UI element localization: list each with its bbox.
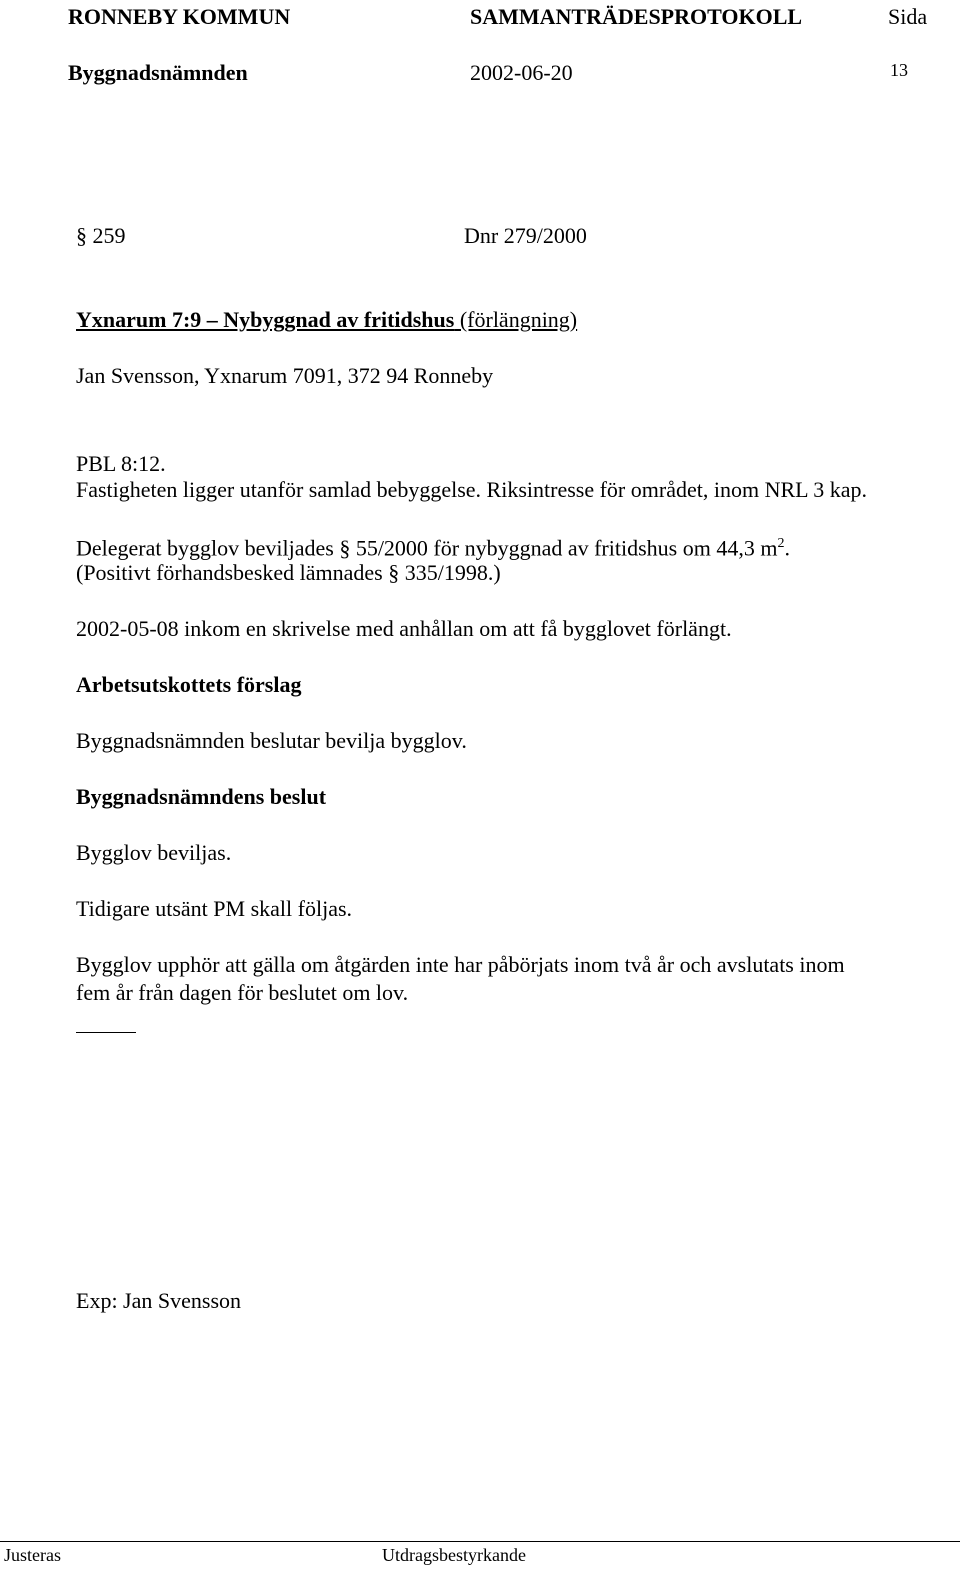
delegated-text: [76, 530, 790, 562]
delegated-post: 55/2000 för nybyggnad av fritidshus om 44,3 m: [350, 535, 778, 561]
case-title-suffix: (förlängning): [454, 307, 578, 332]
delegated-end: .: [784, 535, 790, 561]
decision-3b: fem år från dagen för beslutet om lov.: [76, 980, 409, 1005]
positive-post: 335/1998.): [399, 560, 501, 585]
positive-pre: (Positivt förhandsbesked lämnades: [76, 560, 389, 585]
positive-text: [76, 559, 501, 587]
location-text: Fastigheten ligger utanför samlad bebyggelse. Riksintresse för området, inom NRL 3 kap.: [76, 477, 868, 502]
decision-3a: Bygglov upphör att gälla om åtgärden inte har påbörjats inom två år och avslutats inom: [76, 952, 845, 977]
case-title-underlined: Yxnarum 7:9 – Nybyggnad av fritidshus: [76, 307, 455, 332]
header-page-label: Sida: [888, 4, 928, 29]
footer-divider: [0, 1541, 960, 1542]
footer-left: Justeras: [4, 1545, 61, 1565]
pbl-reference: PBL 8:12.: [76, 451, 166, 476]
positive-section-symbol: §: [388, 560, 400, 585]
section-line: [76, 222, 126, 250]
proposal-heading: Arbetsutskottets förslag: [76, 672, 302, 697]
header-committee: Byggnadsnämnden: [68, 60, 248, 85]
short-divider: [76, 1032, 136, 1033]
applicant: Jan Svensson, Yxnarum 7091, 372 94 Ronneby: [76, 363, 494, 388]
section-number: 259: [92, 223, 126, 248]
delegated-pre: Delegerat bygglov beviljades: [76, 535, 340, 561]
header-date: 2002-06-20: [470, 60, 573, 85]
header-org: RONNEBY KOMMUN: [68, 4, 291, 29]
received-text: 2002-05-08 inkom en skrivelse med anhållan om att få bygglovet förlängt.: [76, 616, 732, 641]
decision-heading: Byggnadsnämndens beslut: [76, 784, 327, 809]
decision-2: Tidigare utsänt PM skall följas.: [76, 896, 353, 921]
exp-text: Exp: Jan Svensson: [76, 1288, 241, 1313]
footer-right: Utdragsbestyrkande: [382, 1545, 526, 1565]
header-page-number: 13: [890, 60, 908, 80]
decision-1: Bygglov beviljas.: [76, 840, 232, 865]
section-symbol: §: [76, 223, 87, 248]
case-title: [76, 306, 577, 334]
delegated-superscript: 2: [777, 536, 785, 551]
delegated-section-symbol: §: [339, 535, 351, 561]
header-doc-type: SAMMANTRÄDESPROTOKOLL: [470, 4, 803, 29]
proposal-text: Byggnadsnämnden beslutar bevilja bygglov.: [76, 728, 467, 753]
dnr: Dnr 279/2000: [464, 223, 587, 248]
